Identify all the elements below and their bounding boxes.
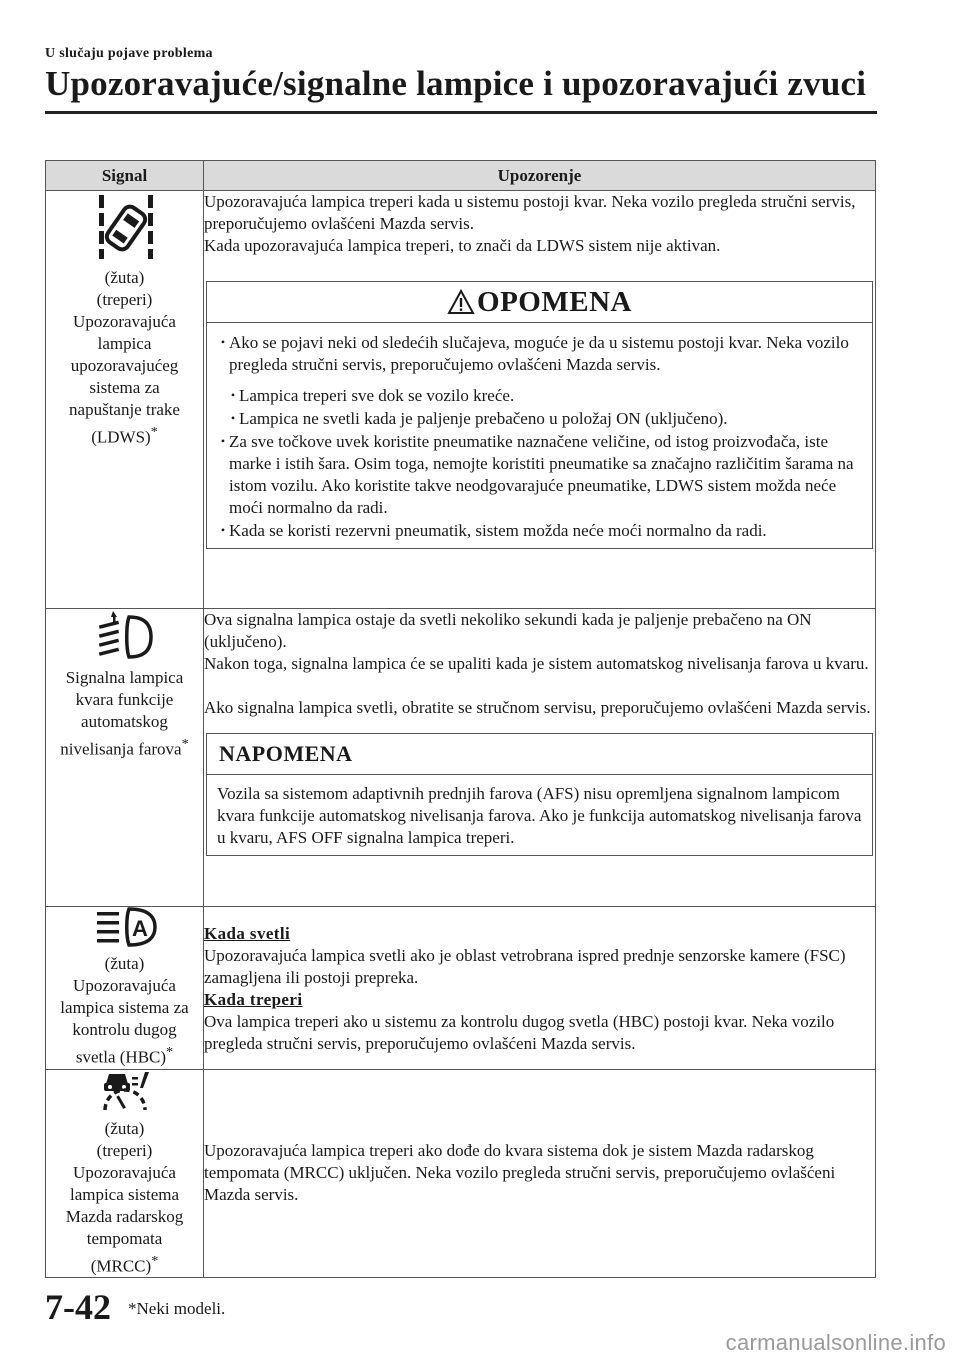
signal-label-line: (žuta)	[104, 1118, 145, 1138]
bullet-sub-item: • Lampica treperi sve dok se vozilo kreće.	[230, 386, 515, 405]
signal-cell	[46, 1069, 204, 1278]
signal-label-line: (LDWS)*	[91, 424, 158, 447]
note-box-title: NAPOMENA	[219, 741, 353, 766]
signal-label-line: Upozoravajuća	[73, 312, 176, 331]
signal-label-line: Signalna lampica	[65, 668, 184, 687]
page-number: 7-42	[45, 1287, 111, 1327]
signal-label-line: napuštanje trake	[69, 400, 180, 419]
signal-label-line: Upozoravajuća	[73, 1162, 176, 1182]
bullet-item: • Za sve točkove uvek koristite pneumatike naznačene veličine, od istog proizvođača, iste marke i istih šara. Osim toga, nemojte koristiti pneumatike sa značajno različitim šarama na istom vozilu. Ako koristite takve neodgovarajuće pneumatike, LDWS sistem možda neće moći normalno da radi.	[220, 432, 854, 517]
watermark: carmanualsonline.info	[725, 1330, 946, 1355]
warning-cell	[204, 1069, 876, 1278]
condition-heading: Kada treperi	[204, 990, 303, 1009]
signal-label-line: svetla (HBC)*	[75, 1044, 174, 1067]
warning-text: Ova lampica treperi ako u sistemu za kontrolu dugog svetla (HBC) postoji kvar. Neka vozilo pregleda stručni servis, preporučujemo ovlašćeni Mazda servis.	[204, 1012, 835, 1053]
condition-heading: Kada svetli	[204, 924, 291, 943]
signal-label-line: lampica	[97, 334, 152, 353]
lane-departure-warning-icon	[93, 191, 157, 261]
warning-text: Upozoravajuća lampica treperi kada u sistemu postoji kvar. Neka vozilo pregleda stručni servis, preporučujemo ovlašćeni Mazda servis.	[204, 192, 856, 233]
signal-label-line: kvara funkcije	[75, 690, 174, 709]
signal-label-line: kontrolu dugog	[72, 1020, 177, 1039]
signal-label-line: upozoravajućeg	[70, 356, 179, 375]
signal-label-line: (treperi)	[96, 290, 153, 309]
signal-label-line: sistema za	[89, 378, 160, 397]
headlight-leveling-malfunction-icon	[95, 609, 155, 661]
signal-label-line: (žuta)	[104, 268, 145, 287]
warning-text: Ako signalna lampica svetli, obratite se stručnom servisu, preporučujemo ovlašćeni Mazda servis.	[204, 698, 871, 717]
bullet-item: • Kada se koristi rezervni pneumatik, sistem možda neće moći normalno da radi.	[220, 521, 767, 540]
warning-text: Upozoravajuća lampica svetli ako je oblast vetrobrana ispred prednje senzorske kamere (FSC) zamagljena ili postoji prepreka.	[204, 946, 846, 987]
signal-label-line: tempomata	[86, 1228, 163, 1248]
model-asterisk: *	[166, 1044, 174, 1060]
caution-box-body	[207, 323, 872, 548]
table-header-row	[46, 161, 876, 191]
warning-text: Kada upozoravajuća lampica treperi, to znači da LDWS sistem nije aktivan.	[204, 236, 721, 255]
page-title: Upozoravajuće/signalne lampice i upozoravajući zvuci	[45, 64, 867, 103]
footnote: *Neki modeli.	[128, 1299, 226, 1318]
bullet-sub-item: • Lampica ne svetli kada je paljenje prebačeno u položaj ON (uključeno).	[230, 409, 728, 428]
signal-cell	[46, 609, 204, 907]
table-row	[46, 609, 876, 907]
signal-table	[45, 160, 876, 1278]
signal-label-line: automatskog	[81, 712, 168, 731]
warning-triangle-icon	[447, 289, 475, 315]
signal-label-line: (treperi)	[96, 1140, 153, 1160]
model-asterisk: *	[150, 424, 158, 440]
high-beam-control-icon	[93, 907, 157, 947]
caution-box-title: OPOMENA	[477, 286, 632, 318]
note-text: Vozila sa sistemom adaptivnih prednjih farova (AFS) nisu opremljena signalnom lampicom kvara funkcije automatskog nivelisanja farova. Ako je funkcija automatskog nivelisanja farova u kvaru, AFS OFF signalna lampica treperi.	[217, 784, 862, 847]
table-row	[46, 191, 876, 609]
paragraph-gap	[204, 675, 875, 697]
column-header-warning: Upozorenje	[204, 161, 876, 191]
section-heading: U slučaju pojave problema	[45, 46, 213, 61]
model-asterisk: *	[181, 736, 189, 752]
warning-text: Ova signalna lampica ostaje da svetli nekoliko sekundi kada je paljenje prebačeno na ON (uključeno).	[204, 610, 812, 651]
caution-box-header	[207, 282, 872, 323]
warning-cell	[204, 609, 876, 907]
signal-label-line: lampica sistema	[69, 1184, 180, 1204]
signal-label-line: (žuta)	[104, 954, 145, 973]
signal-label-line: lampica sistema za	[60, 998, 189, 1017]
bullet-item: • Ako se pojavi neki od sledećih slučajeva, moguće je da u sistemu postoji kvar. Neka vozilo pregleda stručni servis, preporučujemo ovlašćeni Mazda servis.	[220, 333, 849, 374]
warning-text: Nakon toga, signalna lampica će se upaliti kada je sistem automatskog nivelisanja farova u kvaru.	[204, 654, 869, 673]
warning-text: Upozoravajuća lampica treperi ako dođe do kvara sistema dok je sistem Mazda radarskog tempomata (MRCC) uključen. Neka vozilo pregleda stručni servis, preporučujemo ovlašćeni Mazda servis.	[204, 1141, 836, 1205]
svg-text:A: A	[131, 916, 148, 941]
signal-cell	[46, 907, 204, 1070]
caution-box	[206, 281, 873, 549]
signal-label-line: Upozoravajuća	[73, 976, 176, 995]
warning-cell	[204, 907, 876, 1070]
model-asterisk: *	[151, 1252, 159, 1269]
radar-cruise-control-warning-icon	[95, 1070, 155, 1112]
note-box-body	[207, 775, 872, 855]
table-row	[46, 907, 876, 1070]
column-header-signal: Signal	[46, 161, 204, 191]
title-rule	[45, 111, 877, 114]
signal-label-line: (MRCC)*	[90, 1252, 159, 1276]
note-box	[206, 733, 873, 856]
note-box-header	[207, 734, 872, 775]
warning-cell	[204, 191, 876, 609]
signal-cell	[46, 191, 204, 609]
table-row	[46, 1069, 876, 1278]
signal-label-line: Mazda radarskog	[65, 1206, 184, 1226]
signal-label-line: nivelisanja farova*	[60, 736, 189, 759]
